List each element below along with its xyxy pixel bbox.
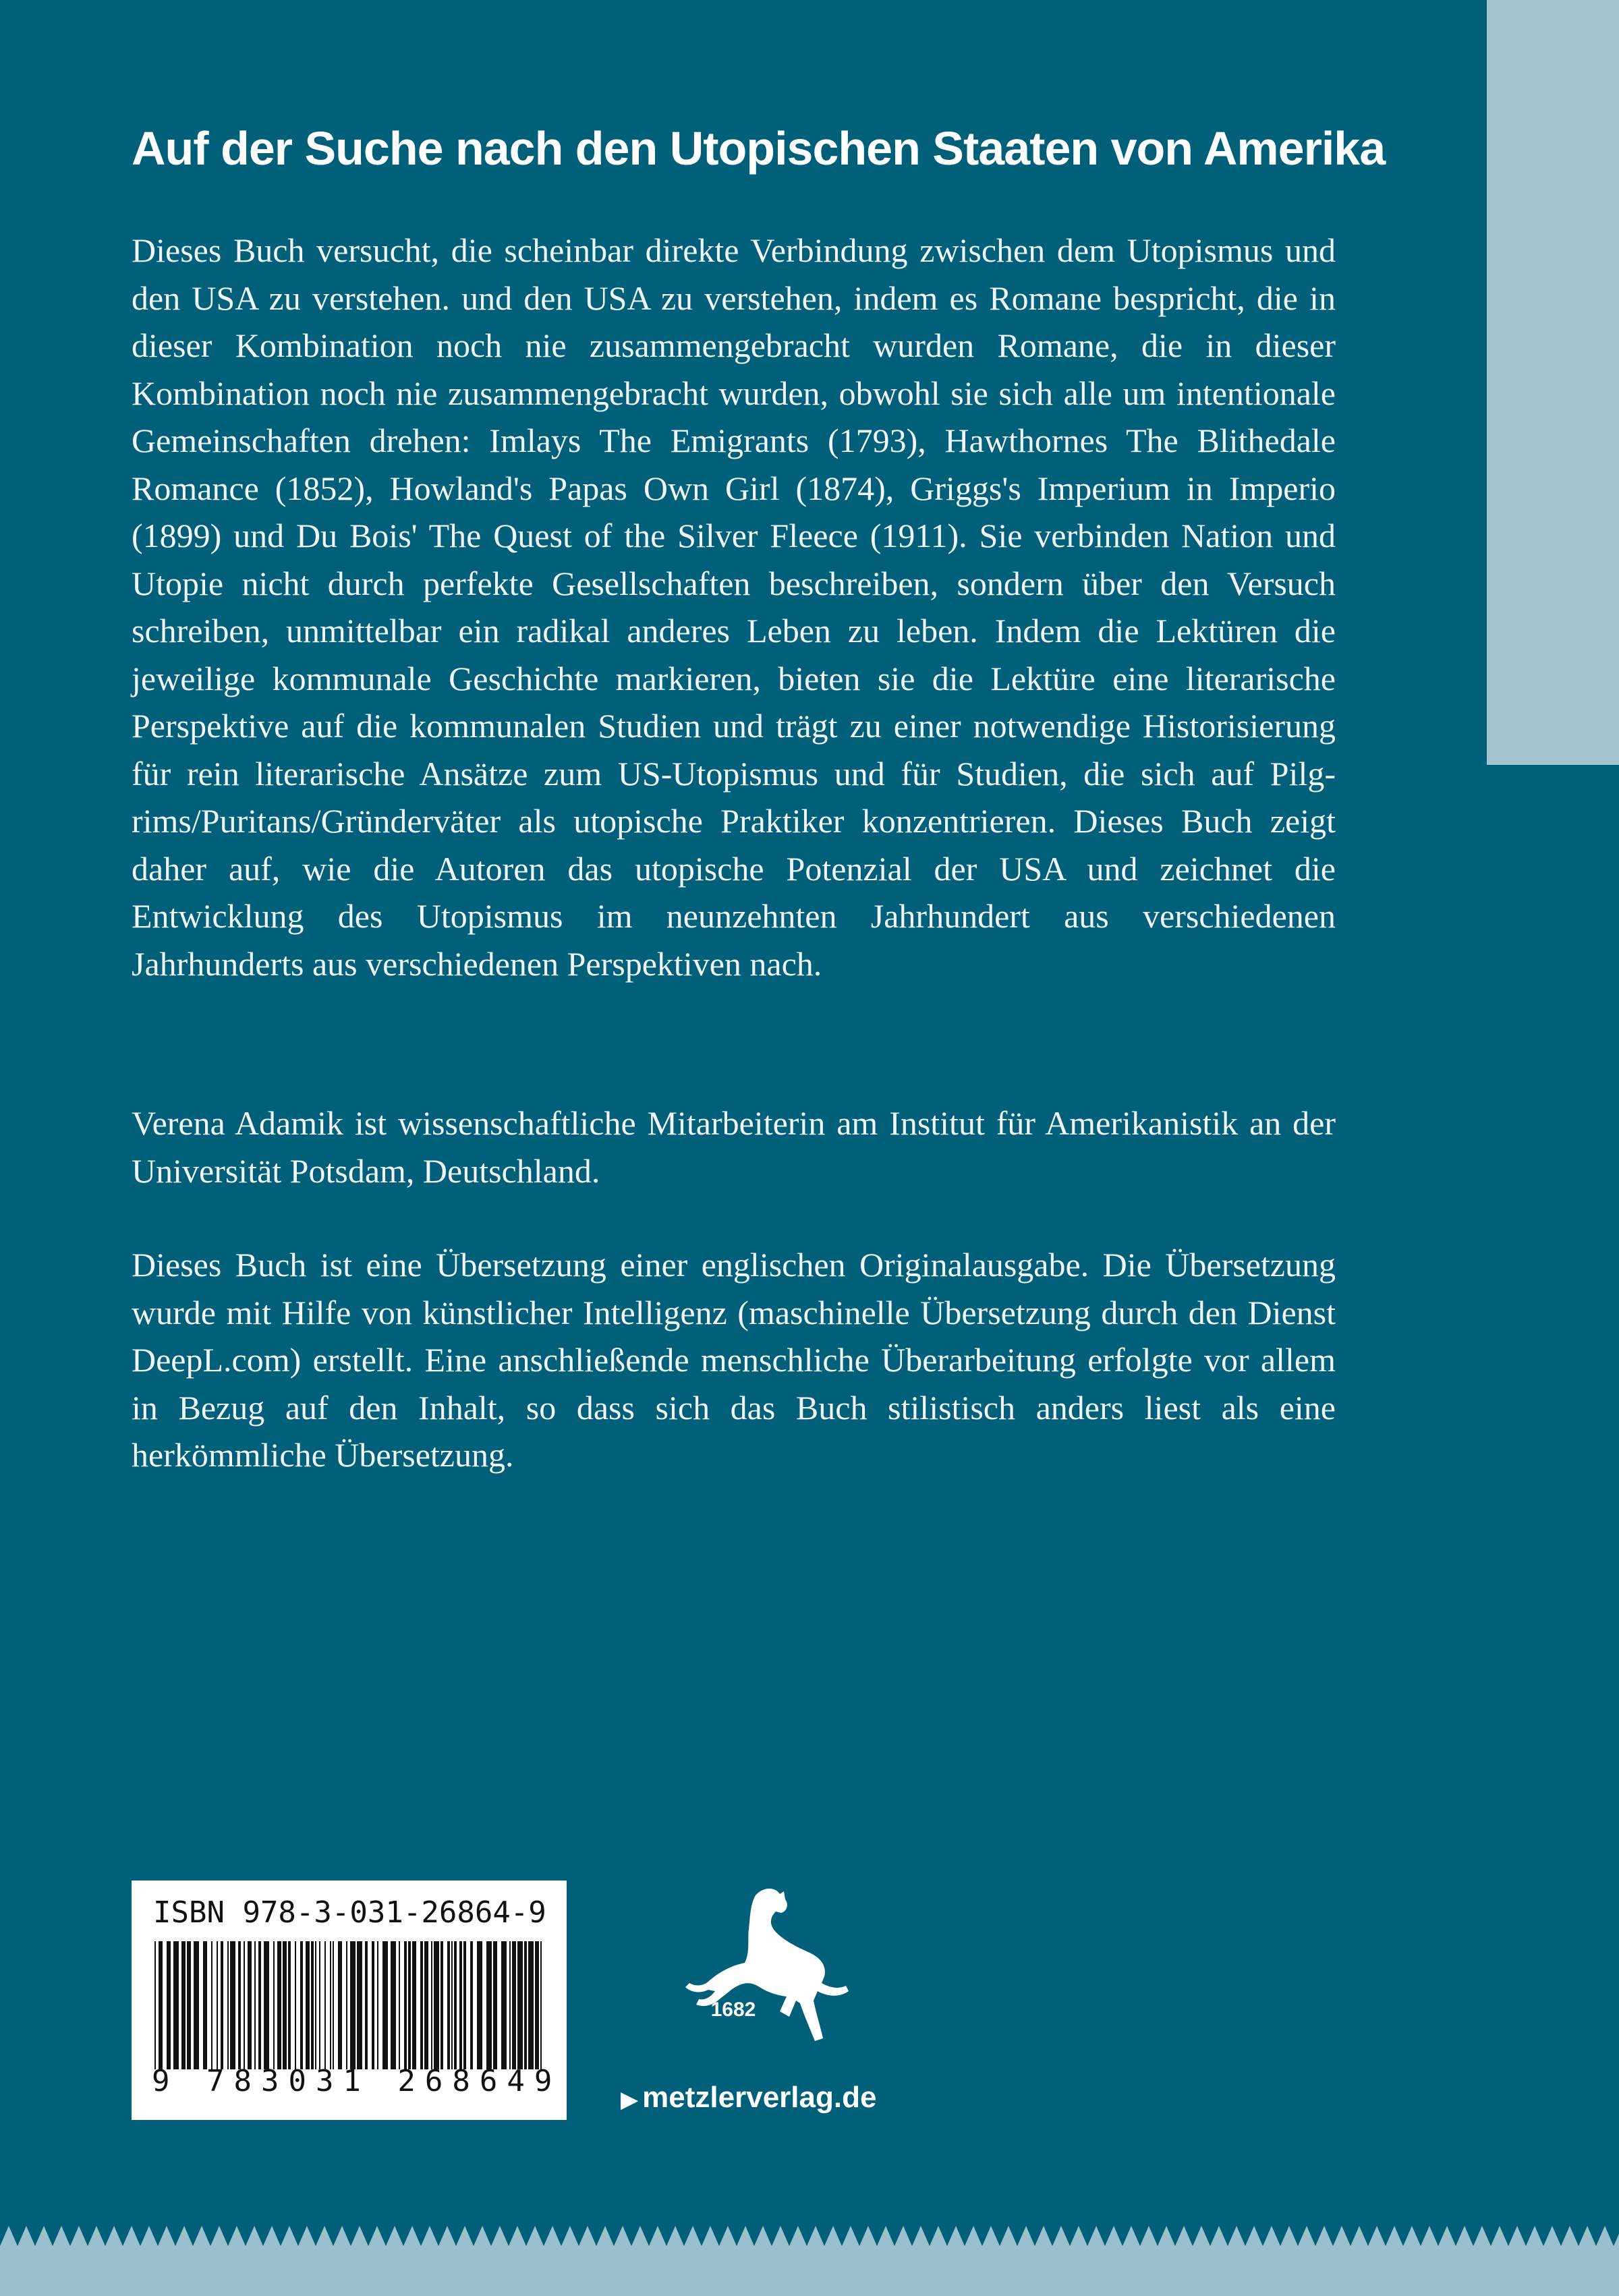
barcode-bar <box>194 1941 199 2069</box>
barcode-bar <box>399 1941 400 2069</box>
barcode-bar <box>512 1941 516 2069</box>
barcode-bar <box>509 1941 511 2069</box>
barcode-bar <box>203 1941 207 2069</box>
barcode-bar <box>501 1941 507 2069</box>
barcode-bar <box>248 1941 252 2069</box>
barcode-bar <box>211 1941 212 2069</box>
barcode-bar <box>517 1941 523 2069</box>
summary-paragraph: Dieses Buch versucht, die scheinbar direkte Verbindung zwischen dem Utopismus und den USA zu verstehen. und den USA zu verstehen, indem es Romane bespricht, die in dieser Kombination noch nie zusammengebracht wurden Romane, die in dieser Kombination noch nie zusammengebracht wurden, obwohl sie sich alle um intentionale Gemeinschaften drehen: Imlays The Emigrants (1793), Hawthornes The Blithedale Romance (1852), Howland's Papas Own Girl (1874), Griggs's Imperium in Imperio (1899) und Du Bois' The Quest of the Silver Fleece (1911). Sie verbinden Nation und Utopie nicht durch perfekte Gesellschaften beschreiben, sondern über den Versuch schreiben, unmittelbar ein radikal anderes Leben zu leben. Indem die Lektüren die jeweilige kommunale Geschichte markieren, bieten sie die Lektüre eine literarische Perspektive auf die kommunalen Studien und trägt zu einer notwendige Historisierung für rein literarische Ansätze zum US-Utopismus und für Studien, die sich auf Pilgrims/Puritans/Gründerväter als utopische Praktiker konzentrieren. Dieses Buch zeigt daher auf, wie die Autoren das utopische Potenzial der USA und zeichnet die Entwicklung des Utopismus im neunzehnten Jahrhundert aus verschiedenen Jahrhunderts aus verschiedenen Perspektiven nach. <box>132 231 1336 983</box>
barcode-bar <box>273 1941 275 2069</box>
barcode-bar <box>167 1941 171 2069</box>
barcode-bar <box>324 1941 326 2069</box>
barcode-bar <box>333 1941 334 2069</box>
barcode-bar <box>431 1941 432 2069</box>
barcode-bar <box>470 1941 473 2069</box>
barcode-bar <box>377 1941 378 2069</box>
barcode-bar <box>528 1941 534 2069</box>
barcode-bar <box>319 1941 320 2069</box>
barcode-bar <box>350 1941 356 2069</box>
barcode-bar <box>463 1941 466 2069</box>
barcode-bar <box>486 1941 492 2069</box>
barcode-bar <box>459 1941 462 2069</box>
barcode-bar <box>230 1941 235 2069</box>
publisher-website <box>621 2081 876 2115</box>
barcode-bar <box>288 1941 291 2069</box>
barcode-bar <box>187 1941 191 2069</box>
barcode-bar <box>264 1941 269 2069</box>
barcode-bar <box>244 1941 245 2069</box>
barcode-bar <box>441 1941 443 2069</box>
barcode-bar <box>434 1941 439 2069</box>
barcode-bar <box>258 1941 261 2069</box>
author-bio-paragraph: Verena Adamik ist wissenschaftliche Mitarbeiterin am Institut für Amerikanistik an der Universität Potsdam, Deutschland. <box>132 1104 1336 1190</box>
barcode-bar <box>454 1941 457 2069</box>
barcode-bar <box>295 1941 296 2069</box>
barcode-digits: 9 783031 268649 <box>152 2064 562 2098</box>
barcode-bar <box>217 1941 218 2069</box>
barcode-bar <box>283 1941 287 2069</box>
logo-year: 1682 <box>710 1999 756 2021</box>
cover-title: Auf der Suche nach den Utopischen Staaten von Amerika <box>132 122 1386 175</box>
barcode-bar <box>357 1941 362 2069</box>
barcode-bar <box>238 1941 241 2069</box>
barcode-bar <box>451 1941 453 2069</box>
barcode-bar <box>159 1941 163 2069</box>
barcode-bar <box>277 1941 281 2069</box>
barcode-bar <box>181 1941 186 2069</box>
isbn-barcode <box>132 1881 567 2120</box>
barcode-bar <box>154 1941 156 2069</box>
play-arrow-icon: ▶ <box>621 2087 639 2113</box>
barcode-bar <box>372 1941 374 2069</box>
barcode-bar <box>535 1941 539 2069</box>
barcode-bar <box>424 1941 428 2069</box>
barcode-bar <box>382 1941 388 2069</box>
barcode-bar <box>540 1941 542 2069</box>
barcode-bar <box>477 1941 482 2069</box>
barcode-bar <box>404 1941 407 2069</box>
publisher-website-text: metzlerverlag.de <box>642 2081 877 2114</box>
barcode-bar <box>524 1941 527 2069</box>
barcode-bar <box>330 1941 331 2069</box>
barcode-bar <box>227 1941 229 2069</box>
horse-logo-icon <box>661 1882 863 2057</box>
barcode-bar <box>311 1941 314 2069</box>
barcode-bar <box>447 1941 450 2069</box>
isbn-label: ISBN 978-3-031-26864-9 <box>153 1895 546 1930</box>
decorative-zigzag-border <box>0 2226 1619 2296</box>
barcode-bar <box>315 1941 316 2069</box>
barcode-bar <box>420 1941 423 2069</box>
barcode-bar <box>391 1941 396 2069</box>
barcode-bar <box>412 1941 416 2069</box>
side-color-stripe <box>1487 0 1619 765</box>
barcode-bar <box>300 1941 303 2069</box>
barcode-bar <box>408 1941 411 2069</box>
barcode-bars <box>152 1941 550 2069</box>
barcode-bar <box>338 1941 342 2069</box>
barcode-bar <box>493 1941 497 2069</box>
barcode-bar <box>173 1941 179 2069</box>
barcode-bar <box>365 1941 368 2069</box>
translation-note-paragraph: Dieses Buch ist eine Übersetzung einer englischen Originalausgabe. Die Übersetzung wurde mit Hilfe von künstlicher Intelligenz (maschinelle Übersetzung durch den Dienst DeepL.com) erstellt. Eine anschließende menschliche Überarbeitung erfolgte vor allem in Bezug auf den Inhalt, so dass sich das Buch stilistisch anders liest als eine herkömmliche Übersetzung. <box>132 1246 1336 1474</box>
barcode-bar <box>254 1941 256 2069</box>
barcode-bar <box>306 1941 310 2069</box>
barcode-bar <box>346 1941 347 2069</box>
barcode-bar <box>221 1941 223 2069</box>
